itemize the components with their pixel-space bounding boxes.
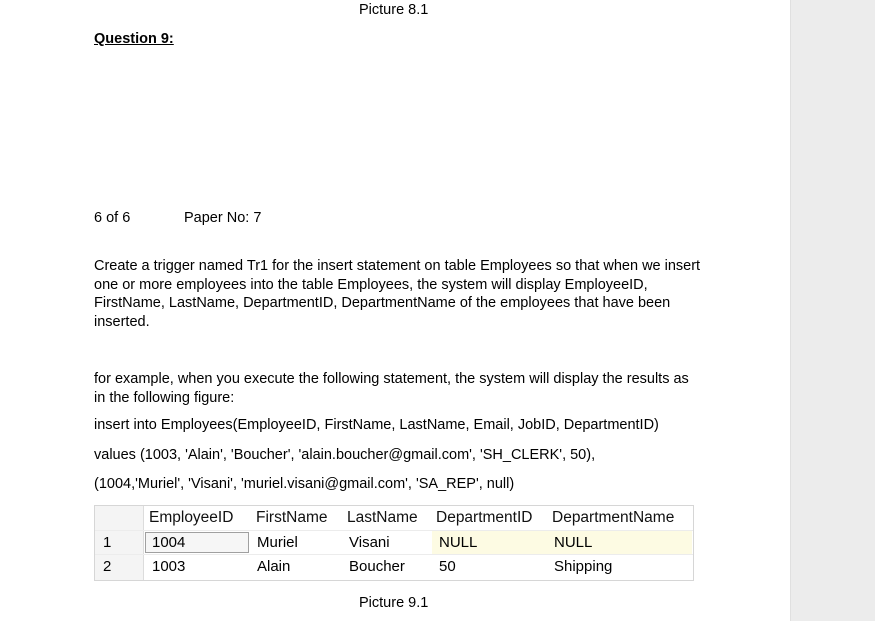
cell-departmentid: NULL [439,534,478,551]
example-intro: for example, when you execute the following statement, the system will display the results as in the following figure: [94,371,689,406]
cell-departmentname: Shipping [554,558,613,575]
caption-picture-8-1: Picture 8.1 [359,2,429,18]
caption-picture-9-1: Picture 9.1 [359,595,429,611]
cell-lastname: Boucher [349,558,405,575]
results-grid [94,505,694,581]
question-instruction: Create a trigger named Tr1 for the insert statement on table Employees so that when we insert one or more employees into the table Employees, the system will display EmployeeID, FirstName, LastName, DepartmentID, DepartmentName of the employees that have been inserted. [94,258,701,330]
row-number: 2 [103,558,112,575]
question-heading: Question 9: [94,31,174,47]
cell-lastname: Visani [349,534,390,551]
cell-employeeid: 1004 [152,534,186,551]
cell-employeeid: 1003 [152,558,186,575]
cell-firstname: Muriel [257,534,298,551]
page-counter: 6 of 6 [94,210,131,226]
sql-line-2: values (1003, 'Alain', 'Boucher', 'alain.boucher@gmail.com', 'SH_CLERK', 50), [94,447,596,463]
cell-firstname: Alain [257,558,291,575]
paper-number: Paper No: 7 [184,210,262,226]
column-header-lastname: LastName [347,509,418,526]
cell-departmentid: 50 [439,558,456,575]
column-header-departmentname: DepartmentName [552,509,675,526]
column-header-departmentid: DepartmentID [436,509,533,526]
row-number: 1 [103,534,112,551]
sql-line-3: (1004,'Muriel', 'Visani', 'muriel.visani@gmail.com', 'SA_REP', null) [94,476,515,492]
table-row[interactable] [95,530,693,555]
table-row[interactable] [95,554,693,579]
column-header-firstname: FirstName [256,509,328,526]
comment-margin-pane [790,0,875,621]
sql-line-1: insert into Employees(EmployeeID, FirstName, LastName, Email, JobID, DepartmentID) [94,417,659,433]
cell-departmentname: NULL [554,534,593,551]
column-header-employeeid: EmployeeID [149,509,234,526]
grid-header-row [95,506,693,530]
